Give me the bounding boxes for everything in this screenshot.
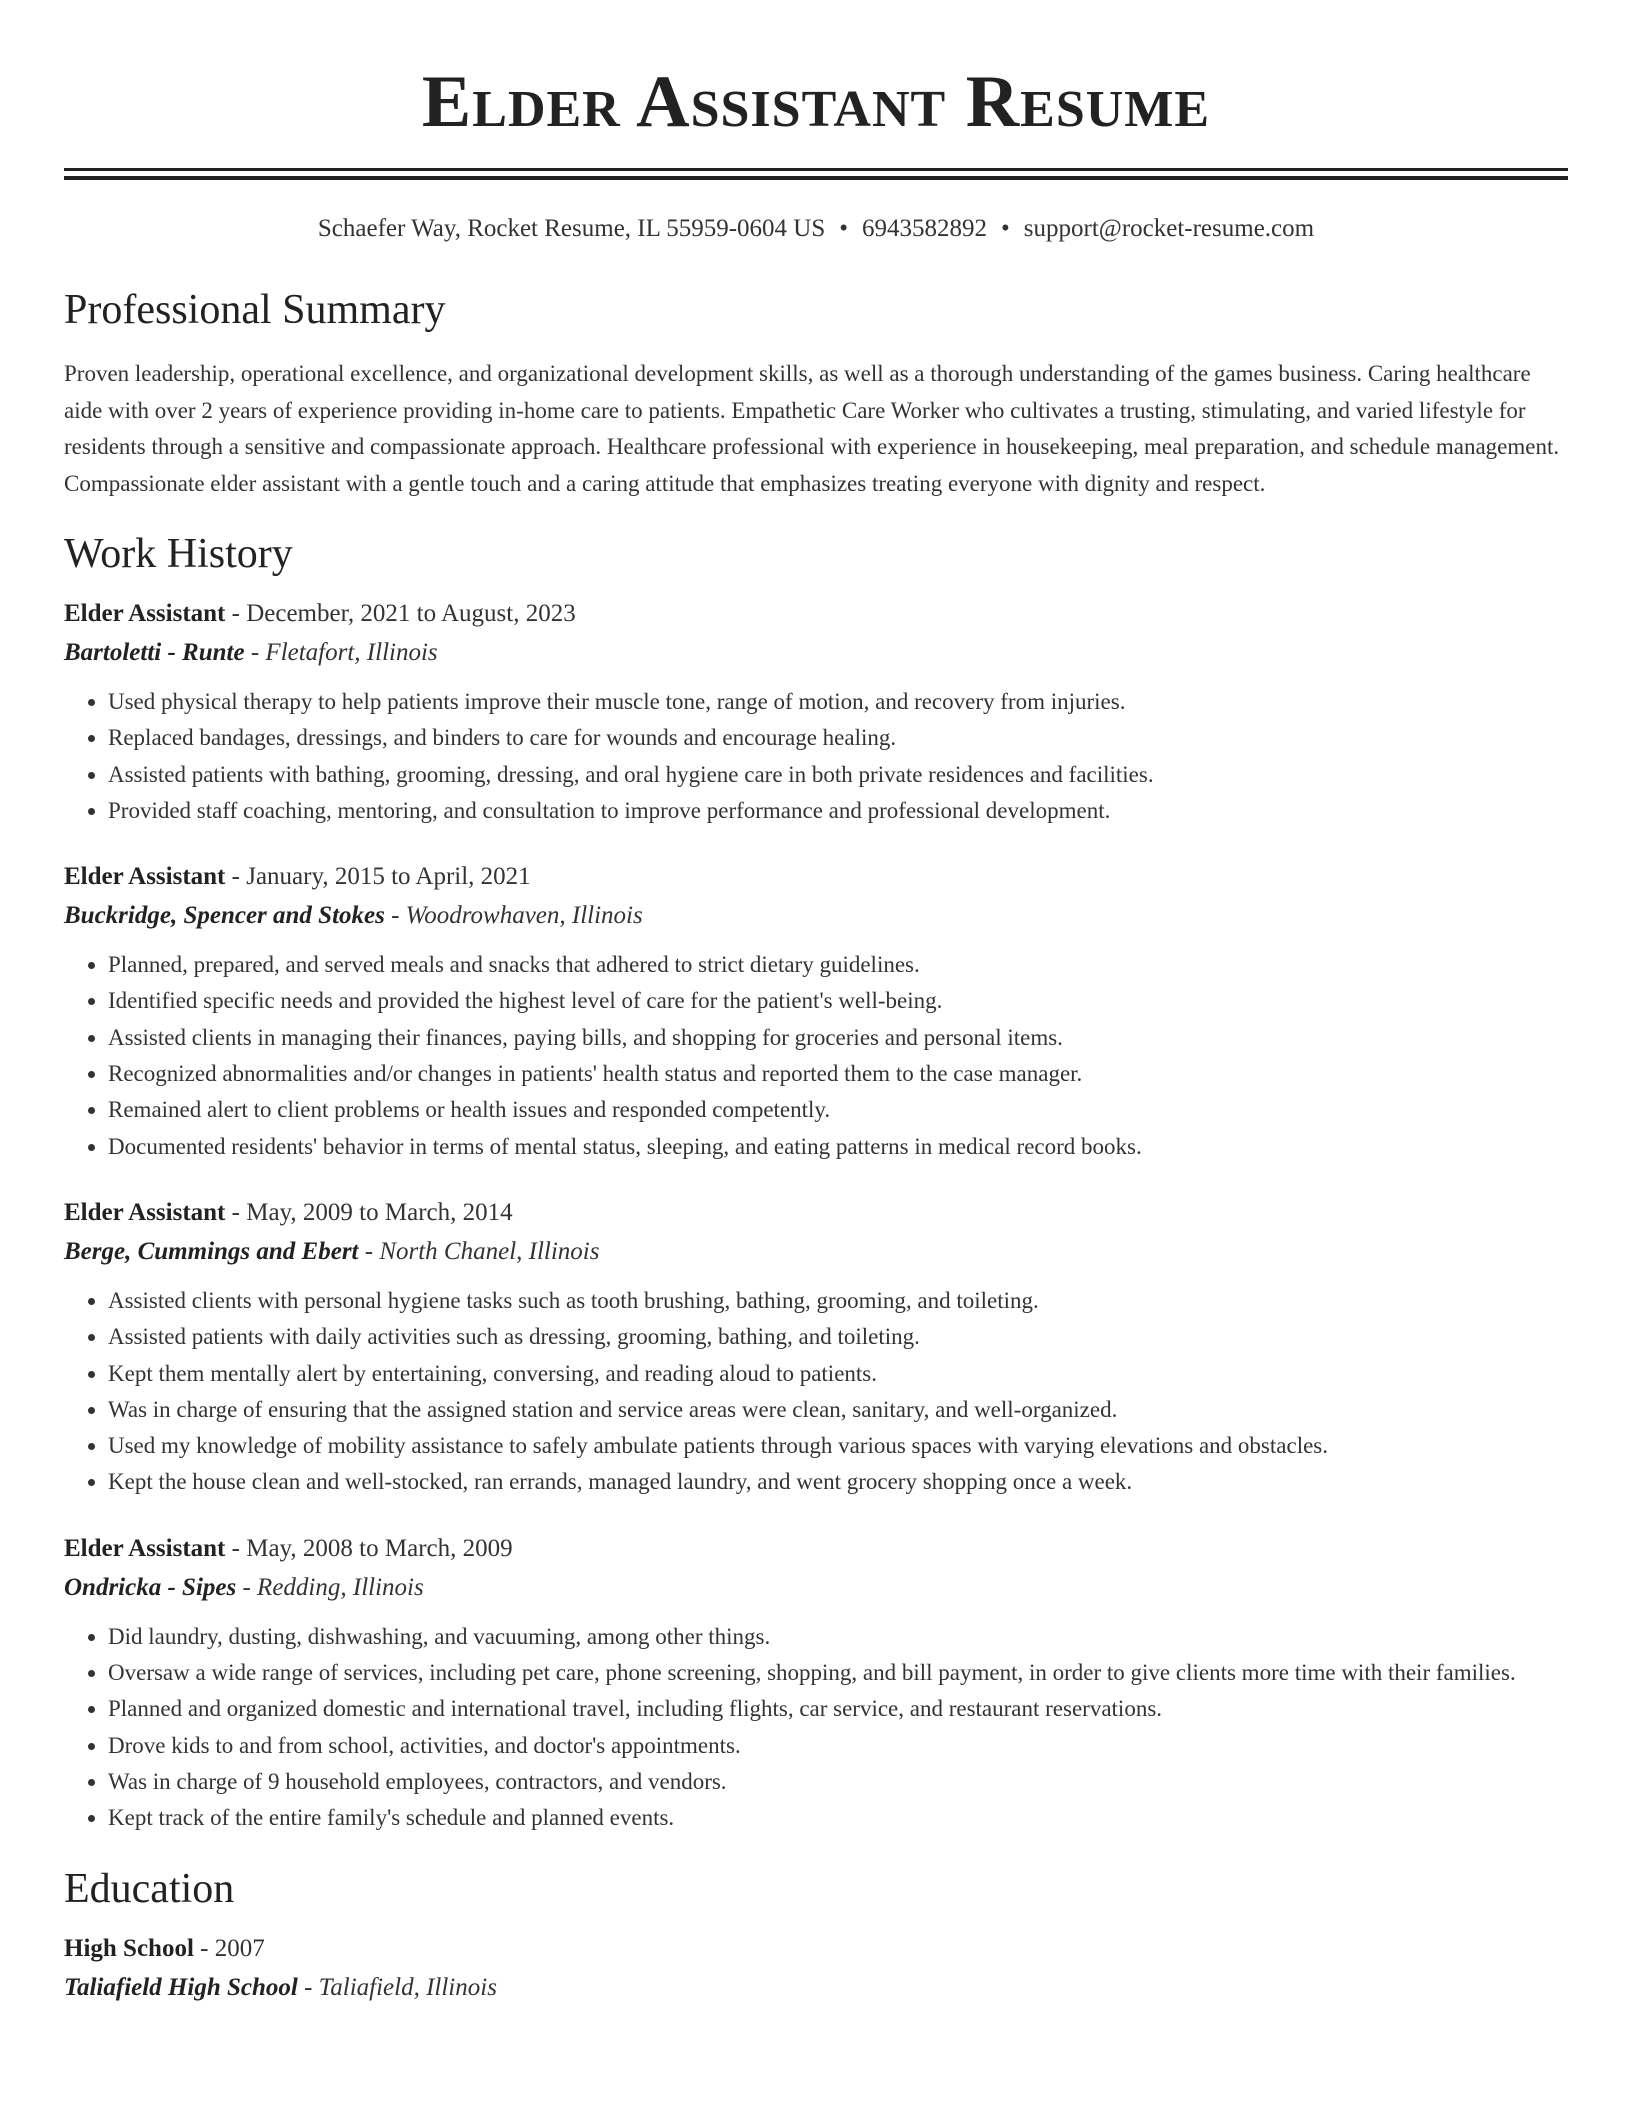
contact-separator: • (839, 215, 849, 242)
duty-item: • Kept them mentally alert by entertaining, conversing, and reading aloud to patients. (108, 1356, 1568, 1392)
education-entry (64, 1929, 1568, 2007)
job-dates: - January, 2015 to April, 2021 (225, 863, 531, 891)
job-entry (64, 1193, 1568, 1501)
duty-item: • Assisted patients with bathing, grooming, dressing, and oral hygiene care in both private residences and facilities. (108, 757, 1568, 793)
job-entry (64, 857, 1568, 1165)
education-school: Taliafield High School (64, 1973, 298, 2001)
duty-item: • Assisted clients in managing their finances, paying bills, and shopping for groceries and personal items. (108, 1020, 1568, 1056)
duty-item: • Did laundry, dusting, dishwashing, and vacuuming, among other things. (108, 1619, 1568, 1655)
duty-item: • Remained alert to client problems or health issues and responded competently. (108, 1092, 1568, 1128)
job-location: - Woodrowhaven, Illinois (384, 902, 643, 930)
summary-heading: Professional Summary (64, 287, 446, 333)
job-company: Berge, Cummings and Ebert (64, 1237, 359, 1265)
education-heading: Education (64, 1865, 235, 1912)
job-dates: - May, 2008 to March, 2009 (225, 1534, 513, 1562)
duty-item: • Used my knowledge of mobility assistance to safely ambulate patients through various spaces with varying elevations and obstacles. (108, 1428, 1568, 1464)
job-company: Bartoletti - Runte (64, 639, 245, 666)
duty-item: • Planned, prepared, and served meals and snacks that adhered to strict dietary guidelines. (108, 947, 1568, 983)
education-degree: High School (64, 1934, 194, 1962)
job-company-line (64, 1232, 1568, 1271)
education-school-line (64, 1968, 1568, 2007)
job-location: - North Chanel, Illinois (358, 1237, 600, 1265)
contact-separator: • (1001, 215, 1010, 242)
duty-item: • Was in charge of ensuring that the assigned station and service areas were clean, sanitary, and well-organized. (108, 1392, 1568, 1428)
duty-item: • Assisted patients with daily activities such as dressing, grooming, bathing, and toileting. (108, 1319, 1568, 1355)
contact-line (64, 212, 1568, 246)
duty-item: • Documented residents' behavior in terms of mental status, sleeping, and eating patterns in medical record books. (108, 1129, 1568, 1165)
duty-item: • Recognized abnormalities and/or changes in patients' health status and reported them to the case manager. (108, 1056, 1568, 1092)
job-entry (64, 594, 1568, 829)
job-role: Elder Assistant (64, 600, 226, 627)
job-role: Elder Assistant (64, 1198, 226, 1226)
contact-address: Schaefer Way, Rocket Resume, IL 55959-0604 US (317, 215, 826, 242)
job-company-line (64, 1568, 1568, 1607)
job-title-line (64, 1193, 1568, 1232)
duty-item: • Identified specific needs and provided the highest level of care for the patient's well-being. (108, 983, 1568, 1019)
resume-title: Elder Assistant Resume (421, 61, 1211, 143)
duty-item: • Assisted clients with personal hygiene tasks such as tooth brushing, bathing, grooming, and toileting. (108, 1283, 1568, 1319)
duty-item: • Provided staff coaching, mentoring, and consultation to improve performance and professional development. (108, 793, 1568, 829)
duty-item: • Drove kids to and from school, activities, and doctor's appointments. (108, 1728, 1568, 1764)
job-title-line (64, 857, 1568, 896)
duty-item: • Kept track of the entire family's schedule and planned events. (108, 1800, 1568, 1836)
job-dates: - May, 2009 to March, 2014 (225, 1198, 513, 1226)
duty-item: • Used physical therapy to help patients improve their muscle tone, range of motion, and recovery from injuries. (108, 684, 1568, 720)
job-dates: - December, 2021 to August, 2023 (225, 600, 576, 627)
duty-item: • Replaced bandages, dressings, and binders to care for wounds and encourage healing. (108, 720, 1568, 756)
job-role: Elder Assistant (64, 1534, 226, 1562)
education-degree-line (64, 1929, 1568, 1968)
duty-item: • Oversaw a wide range of services, including pet care, phone screening, shopping, and bill payment, in order to give clients more time with their families. (108, 1655, 1568, 1691)
work-history-heading: Work History (64, 531, 293, 577)
job-role: Elder Assistant (64, 863, 226, 891)
duty-item: • Planned and organized domestic and international travel, including flights, car service, and restaurant reservations. (108, 1691, 1568, 1727)
job-duties-list (64, 684, 1568, 829)
job-location: - Redding, Illinois (236, 1573, 424, 1601)
title-double-rule (64, 168, 1568, 180)
duty-item: • Was in charge of 9 household employees, contractors, and vendors. (108, 1764, 1568, 1800)
job-location: - Fletafort, Illinois (244, 639, 438, 666)
job-company: Ondricka - Sipes (64, 1573, 237, 1601)
contact-email: support@rocket-resume.com (1023, 215, 1315, 242)
job-duties-list (64, 947, 1568, 1165)
job-duties-list (64, 1283, 1568, 1501)
job-entry (64, 1529, 1568, 1837)
job-company: Buckridge, Spencer and Stokes (64, 902, 385, 930)
job-duties-list (64, 1619, 1568, 1837)
summary-text: Proven leadership, operational excellence, and organizational development skills, as well as a thorough understanding of the games business. Caring healthcare aide with over 2 years of experience providing in-home care to patients. Empathetic Care Worker who cultivates a trusting, stimulating, and varied lifestyle for residents through a sensitive and compassionate approach. Healthcare professional with experience in housekeeping, meal preparation, and schedule management. Compassionate elder assistant with a gentle touch and a caring attitude that emphasizes treating everyone with dignity and respect. (64, 361, 1560, 496)
job-title-line (64, 1529, 1568, 1568)
contact-phone: 6943582892 (862, 215, 988, 242)
education-year: - 2007 (193, 1934, 265, 1962)
job-company-line (64, 633, 1568, 672)
education-location: - Taliafield, Illinois (297, 1973, 497, 2001)
duty-item: • Kept the house clean and well-stocked, ran errands, managed laundry, and went grocery shopping once a week. (108, 1464, 1568, 1500)
job-company-line (64, 896, 1568, 935)
job-title-line (64, 594, 1568, 633)
